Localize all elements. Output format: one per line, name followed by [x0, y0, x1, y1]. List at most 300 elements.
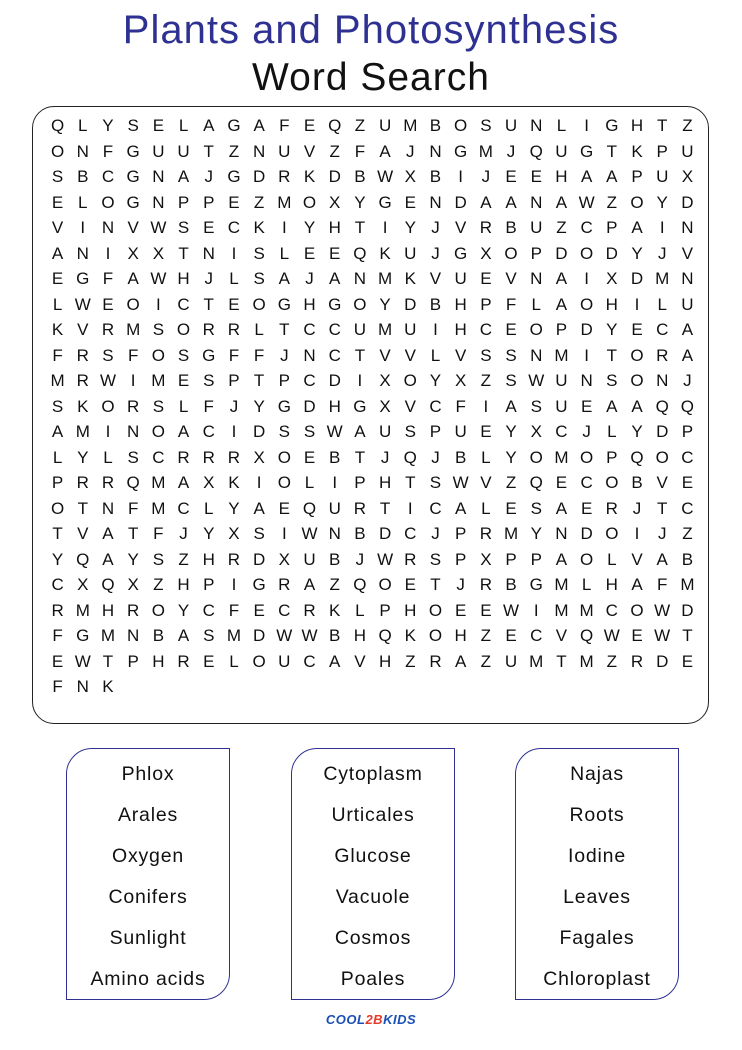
grid-cell: E [51, 651, 64, 671]
word-list-item: Phlox [121, 763, 175, 785]
grid-cell: S [127, 447, 139, 467]
grid-cell: V [429, 269, 442, 288]
grid-cell: U [454, 422, 467, 441]
word-list-column-1 [66, 748, 230, 1000]
grid-cell: H [378, 651, 392, 671]
grid-cell: G [202, 345, 216, 365]
grid-cell: X [77, 575, 89, 594]
grid-cell: S [253, 269, 265, 288]
grid-cell: C [303, 651, 316, 671]
grid-cell: T [606, 141, 618, 161]
grid-cell: B [77, 167, 89, 186]
grid-cell: P [555, 320, 568, 339]
grid-cell: P [454, 549, 467, 569]
grid-cell: C [656, 320, 669, 339]
word-list-item: Poales [340, 968, 406, 990]
grid-cell: W [377, 167, 394, 186]
grid-cell: R [127, 396, 140, 416]
grid-cell: D [681, 600, 694, 620]
grid-cell: E [454, 600, 467, 620]
grid-cell: I [634, 524, 640, 543]
grid-cell: L [279, 243, 290, 263]
grid-cell: U [353, 320, 367, 339]
grid-cell: W [503, 600, 520, 620]
word-list-item: Amino acids [90, 968, 206, 990]
grid-cell: I [231, 243, 237, 263]
grid-cell: U [555, 371, 568, 390]
grid-cell: J [506, 141, 516, 161]
grid-cell: R [127, 600, 140, 620]
word-list-item: Arales [117, 804, 179, 826]
grid-cell: E [480, 269, 492, 288]
grid-cell: G [76, 626, 90, 645]
grid-cell: U [454, 269, 467, 288]
grid-cell: I [659, 218, 665, 237]
grid-cell: W [150, 218, 167, 237]
grid-cell: Z [505, 473, 517, 492]
word-list-item: Conifers [108, 886, 188, 908]
grid-cell: V [127, 218, 139, 237]
grid-cell: W [74, 651, 91, 671]
grid-cell: A [177, 473, 190, 492]
grid-cell: T [430, 575, 441, 594]
grid-cell: A [606, 396, 618, 416]
grid-cell: C [101, 167, 115, 186]
grid-cell: G [227, 167, 241, 186]
grid-cell: A [681, 345, 694, 365]
grid-cell: B [354, 524, 366, 543]
grid-cell: O [151, 600, 165, 620]
grid-cell: J [657, 524, 667, 543]
grid-cell: O [580, 549, 594, 569]
grid-cell: A [454, 498, 467, 518]
grid-cell: X [127, 243, 139, 263]
grid-cell: D [605, 243, 618, 263]
grid-cell: G [252, 575, 266, 594]
grid-cell: S [606, 371, 618, 390]
grid-cell: M [554, 575, 569, 594]
grid-cell: X [606, 269, 618, 288]
grid-cell: A [631, 575, 643, 594]
grid-cell: O [630, 345, 644, 365]
grid-cell: Z [480, 371, 492, 390]
grid-cell: Z [682, 524, 693, 543]
grid-cell: C [278, 600, 291, 620]
grid-cell: T [379, 498, 391, 518]
grid-cell: A [555, 549, 568, 569]
grid-cell: C [202, 600, 215, 620]
grid-cell: E [505, 320, 517, 339]
grid-cell: I [281, 218, 287, 237]
grid-cell: C [328, 345, 341, 365]
grid-cell: U [278, 651, 291, 671]
grid-cell: F [127, 498, 139, 518]
grid-cell: W [654, 600, 671, 620]
grid-cell: B [631, 473, 643, 492]
grid-cell: S [303, 422, 316, 441]
grid-cell: S [253, 243, 265, 263]
grid-cell: J [179, 524, 188, 543]
grid-cell: L [657, 294, 667, 314]
grid-cell: J [380, 447, 390, 467]
grid-cell: H [177, 575, 190, 594]
grid-cell: H [328, 396, 341, 416]
grid-cell: F [228, 345, 240, 365]
grid-cell: T [253, 371, 265, 390]
grid-cell: M [277, 192, 292, 212]
grid-cell: U [378, 422, 392, 441]
grid-cell: B [329, 626, 341, 645]
grid-cell: B [681, 549, 694, 569]
grid-cell: X [681, 167, 694, 186]
grid-cell: S [177, 218, 190, 237]
grid-cell: G [353, 396, 367, 416]
grid-cell: J [204, 167, 213, 186]
grid-cell: C [681, 498, 694, 518]
word-list-item: Glucose [334, 845, 412, 867]
grid-cell: P [606, 218, 618, 237]
grid-cell: H [454, 320, 467, 339]
grid-cell: M [75, 422, 90, 441]
grid-cell: O [277, 447, 291, 467]
grid-cell: P [681, 422, 694, 441]
grid-cell: B [505, 575, 517, 594]
grid-cell: F [455, 396, 466, 416]
grid-cell: A [329, 269, 341, 288]
grid-cell: X [329, 192, 341, 212]
grid-cell: A [631, 396, 643, 416]
grid-cell: P [429, 422, 442, 441]
grid-cell: U [404, 243, 417, 263]
word-list-item: Leaves [563, 886, 631, 908]
grid-cell: I [584, 269, 589, 288]
grid-cell: A [354, 422, 366, 441]
grid-cell: N [429, 141, 442, 161]
grid-cell: I [584, 345, 589, 365]
cool2bkids-logo: COOL2BKIDS [325, 1012, 417, 1027]
grid-cell: L [52, 447, 63, 467]
word-list-item: Chloroplast [543, 968, 651, 990]
grid-cell: A [454, 651, 467, 671]
grid-cell: Z [153, 575, 164, 594]
grid-cell: P [354, 473, 366, 492]
grid-cell: S [530, 498, 542, 518]
grid-cell: B [429, 167, 442, 186]
grid-cell: F [228, 600, 240, 620]
grid-cell: N [530, 116, 543, 135]
grid-cell: I [105, 422, 111, 441]
grid-cell: T [405, 473, 416, 492]
grid-cell: R [656, 345, 669, 365]
grid-cell: K [303, 167, 316, 186]
grid-cell: H [353, 626, 367, 645]
grid-cell: A [102, 549, 114, 569]
grid-cell: Y [177, 600, 190, 620]
grid-cell: L [178, 116, 189, 135]
grid-cell: O [428, 600, 443, 620]
grid-cell: W [276, 626, 293, 645]
grid-cell: I [357, 371, 363, 390]
grid-cell: R [479, 575, 492, 594]
grid-cell: A [555, 269, 568, 288]
grid-cell: M [226, 626, 242, 645]
grid-cell: I [584, 116, 589, 135]
grid-cell: C [404, 524, 417, 543]
grid-cell: L [481, 447, 491, 467]
grid-cell: A [303, 575, 316, 594]
grid-cell: S [530, 396, 542, 416]
grid-cell: T [203, 141, 214, 161]
grid-cell: S [253, 524, 265, 543]
grid-cell: L [229, 269, 239, 288]
grid-cell: E [505, 167, 517, 186]
word-list-item: Iodine [568, 845, 626, 867]
grid-cell: M [151, 371, 166, 390]
grid-cell: M [680, 575, 695, 594]
grid-cell: E [580, 396, 593, 416]
grid-cell: F [102, 269, 114, 288]
grid-cell: R [353, 498, 367, 518]
grid-cell: T [203, 294, 214, 314]
grid-cell: X [203, 473, 215, 492]
grid-cell: N [76, 141, 89, 161]
grid-cell: T [52, 524, 63, 543]
grid-cell: G [126, 167, 140, 186]
grid-cell: L [355, 600, 365, 620]
grid-cell: M [100, 626, 116, 645]
grid-cell: Q [630, 447, 644, 467]
grid-cell: H [454, 294, 467, 314]
grid-cell: Y [127, 549, 139, 569]
grid-cell: U [152, 141, 165, 161]
grid-cell: B [329, 549, 341, 569]
grid-cell: P [203, 192, 215, 212]
grid-cell: X [253, 447, 265, 467]
grid-cell: T [354, 218, 366, 237]
grid-cell: X [379, 371, 391, 390]
grid-cell: E [303, 243, 316, 263]
word-list-item: Sunlight [109, 927, 187, 949]
grid-cell: H [101, 600, 115, 620]
grid-cell: C [328, 320, 341, 339]
grid-cell: H [404, 600, 417, 620]
grid-cell: J [657, 243, 667, 263]
grid-cell: M [579, 600, 594, 620]
grid-cell: Y [505, 422, 517, 441]
grid-cell: N [656, 371, 669, 390]
grid-cell: B [152, 626, 165, 645]
grid-cell: A [203, 116, 215, 135]
grid-cell: T [556, 651, 567, 671]
grid-cell: A [253, 498, 265, 518]
grid-cell: N [101, 218, 115, 237]
grid-cell: D [252, 549, 266, 569]
grid-cell: N [127, 422, 140, 441]
grid-cell: I [231, 422, 237, 441]
grid-cell: U [404, 320, 417, 339]
grid-cell: D [580, 320, 593, 339]
grid-cell: G [277, 396, 291, 416]
grid-cell: U [378, 116, 392, 135]
grid-cell: I [130, 371, 136, 390]
grid-cell: Z [682, 116, 693, 135]
grid-cell: Q [680, 396, 695, 416]
grid-cell: Q [529, 473, 543, 492]
grid-cell: O [353, 294, 367, 314]
grid-cell: F [127, 345, 139, 365]
grid-cell: M [554, 345, 569, 365]
grid-cell: P [127, 651, 139, 671]
grid-cell: E [177, 371, 190, 390]
grid-cell: O [50, 498, 65, 518]
grid-cell: M [529, 651, 544, 671]
grid-cell: N [303, 345, 316, 365]
grid-cell: J [204, 269, 213, 288]
grid-cell: J [683, 371, 692, 390]
grid-cell: M [503, 524, 519, 543]
grid-cell: A [656, 549, 668, 569]
grid-cell: M [151, 473, 166, 492]
grid-cell: H [605, 575, 618, 594]
grid-cell: X [228, 524, 240, 543]
grid-cell: L [607, 549, 617, 569]
grid-cell: A [681, 320, 694, 339]
grid-cell: I [80, 218, 86, 237]
grid-cell: J [280, 345, 289, 365]
grid-cell: E [278, 498, 290, 518]
grid-cell: P [51, 473, 64, 492]
grid-cell: E [480, 422, 492, 441]
grid-cell: Q [76, 549, 90, 569]
grid-cell: D [328, 167, 341, 186]
grid-cell: W [326, 422, 343, 441]
grid-cell: T [354, 447, 366, 467]
grid-cell: M [554, 600, 569, 620]
grid-cell: W [654, 626, 671, 645]
grid-cell: A [555, 294, 568, 314]
grid-cell: R [278, 575, 291, 594]
grid-cell: I [281, 524, 287, 543]
word-list-item: Vacuole [335, 886, 411, 908]
grid-cell: P [454, 524, 467, 543]
grid-cell: L [430, 345, 441, 365]
grid-cell: C [429, 396, 442, 416]
grid-cell: C [681, 447, 694, 467]
grid-cell: H [328, 218, 341, 237]
grid-cell: F [102, 141, 114, 161]
grid-cell: P [177, 192, 190, 212]
grid-cell: S [127, 116, 139, 135]
grid-cell: B [429, 294, 442, 314]
grid-cell: O [252, 294, 266, 314]
grid-cell: S [152, 320, 165, 339]
grid-cell: Q [302, 498, 317, 518]
grid-cell: B [505, 218, 517, 237]
grid-cell: K [51, 320, 64, 339]
grid-cell: E [505, 498, 517, 518]
grid-cell: O [101, 192, 115, 212]
grid-cell: S [505, 345, 517, 365]
grid-cell: H [555, 167, 568, 186]
grid-cell: U [530, 218, 543, 237]
grid-cell: U [555, 396, 568, 416]
grid-cell: G [76, 269, 90, 288]
grid-cell: V [404, 396, 416, 416]
grid-cell: A [631, 218, 643, 237]
grid-cell: R [429, 651, 442, 671]
grid-cell: E [681, 651, 694, 671]
grid-cell: O [403, 371, 417, 390]
grid-cell: I [407, 498, 413, 518]
grid-cell: X [152, 243, 165, 263]
grid-cell: U [681, 141, 694, 161]
grid-cell: V [303, 141, 316, 161]
grid-cell: A [505, 396, 517, 416]
grid-cell: H [152, 651, 165, 671]
grid-cell: S [480, 116, 492, 135]
grid-cell: D [454, 192, 467, 212]
grid-cell: C [555, 422, 568, 441]
grid-cell: N [127, 626, 140, 645]
grid-cell: L [78, 192, 88, 212]
grid-cell: T [77, 498, 88, 518]
grid-cell: Y [656, 192, 668, 212]
grid-cell: M [579, 651, 594, 671]
grid-cell: H [605, 294, 618, 314]
grid-cell: E [505, 626, 517, 645]
grid-cell: R [76, 345, 89, 365]
grid-cell: E [480, 600, 492, 620]
grid-cell: P [278, 371, 290, 390]
grid-cell: E [228, 192, 240, 212]
grid-cell: F [203, 396, 214, 416]
grid-cell: N [76, 243, 89, 263]
grid-cell: N [530, 345, 543, 365]
grid-cell: U [328, 498, 341, 518]
grid-cell: W [301, 626, 318, 645]
grid-cell: A [102, 524, 114, 543]
grid-cell: K [228, 473, 240, 492]
grid-cell: F [253, 345, 265, 365]
grid-cell: B [429, 116, 442, 135]
grid-cell: G [126, 192, 140, 212]
grid-cell: A [51, 243, 64, 263]
grid-cell: C [152, 447, 165, 467]
grid-cell: L [178, 396, 189, 416]
grid-cell: O [580, 243, 594, 263]
grid-cell: S [51, 167, 64, 186]
grid-cell: J [305, 269, 314, 288]
grid-cell: T [102, 651, 114, 671]
grid-cell: X [127, 575, 139, 594]
grid-cell: W [99, 371, 116, 390]
grid-cell: A [379, 141, 391, 161]
grid-cell: O [277, 473, 291, 492]
grid-cell: P [480, 294, 492, 314]
grid-cell: O [529, 447, 543, 467]
grid-cell: T [657, 116, 668, 135]
grid-cell: A [480, 192, 492, 212]
grid-cell: V [454, 345, 467, 365]
grid-cell: A [505, 192, 517, 212]
grid-cell: R [404, 549, 417, 569]
grid-cell: O [529, 320, 543, 339]
grid-cell: F [354, 141, 366, 161]
grid-cell: S [480, 345, 492, 365]
grid-cell: E [203, 218, 215, 237]
grid-cell: D [404, 294, 417, 314]
grid-cell: V [631, 549, 643, 569]
